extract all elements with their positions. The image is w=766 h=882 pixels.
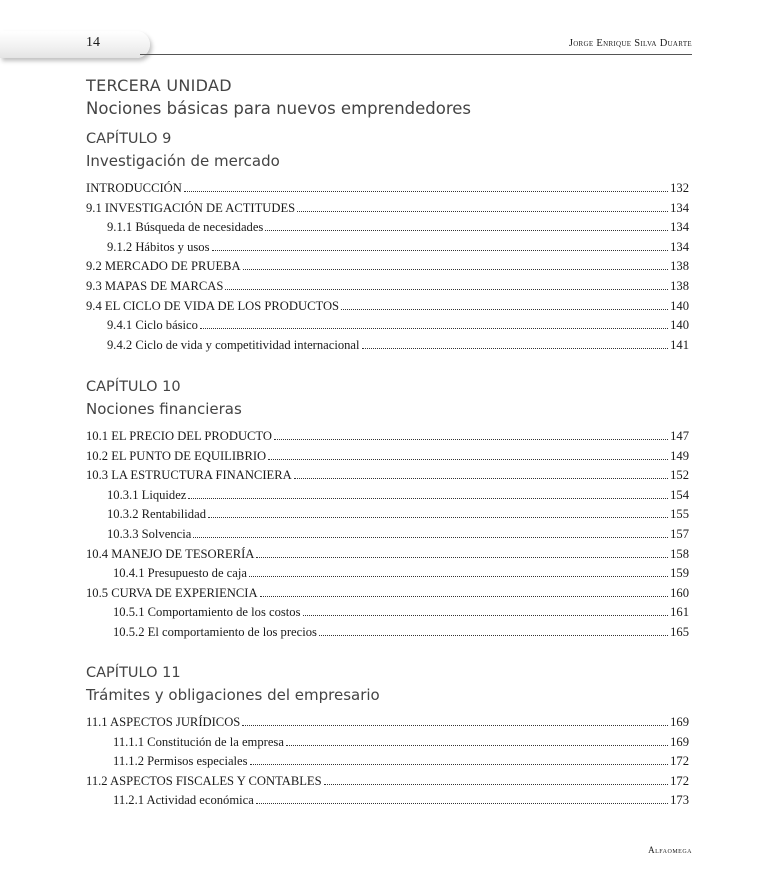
toc-entry bbox=[86, 754, 689, 774]
dot-leader bbox=[303, 615, 669, 616]
toc-entry-title: 9.4 EL CICLO DE VIDA DE LOS PRODUCTOS bbox=[86, 298, 340, 313]
header-rule bbox=[140, 54, 692, 55]
toc-entry-page: 140 bbox=[670, 298, 689, 313]
toc-entry-title: 10.5.1 Comportamiento de los costos bbox=[113, 605, 301, 620]
toc-entry-title: 9.4.2 Ciclo de vida y competitividad internacional bbox=[107, 337, 360, 352]
toc-entry bbox=[86, 793, 689, 813]
dot-leader bbox=[200, 328, 668, 329]
dot-leader bbox=[294, 478, 668, 479]
toc-entry-title: 10.1 EL PRECIO DEL PRODUCTO bbox=[86, 429, 272, 443]
toc-entry-title: 11.2 ASPECTOS FISCALES Y CONTABLES bbox=[86, 773, 322, 788]
toc-entry-page: 160 bbox=[670, 585, 689, 600]
toc-entry-title: 10.4 MANEJO DE TESORERÍA bbox=[86, 546, 255, 561]
dot-leader bbox=[256, 557, 668, 558]
toc-entry bbox=[86, 715, 689, 735]
toc-entry-title: 9.1.2 Hábitos y usos bbox=[107, 239, 210, 254]
toc-entry-title: 9.3 MAPAS DE MARCAS bbox=[86, 278, 224, 293]
toc-entry-page: 152 bbox=[670, 468, 689, 483]
toc-entry-page: 169 bbox=[670, 715, 689, 729]
dot-leader bbox=[319, 635, 668, 636]
dot-leader bbox=[256, 803, 668, 804]
dot-leader bbox=[188, 498, 668, 499]
chapter-heading-10 bbox=[86, 376, 242, 420]
unit-title: TERCERA UNIDAD bbox=[86, 76, 232, 95]
toc-list-chapter-11 bbox=[86, 715, 689, 813]
toc-entry-page: 138 bbox=[670, 278, 689, 293]
toc-entry-page: 169 bbox=[670, 734, 689, 749]
dot-leader bbox=[193, 537, 668, 538]
dot-leader bbox=[324, 784, 668, 785]
dot-leader bbox=[362, 348, 669, 349]
toc-entry bbox=[86, 586, 689, 606]
toc-entry bbox=[86, 547, 689, 567]
chapter-heading-11 bbox=[86, 662, 380, 706]
toc-entry-page: 138 bbox=[670, 259, 689, 274]
toc-entry-title: 10.2 EL PUNTO DE EQUILIBRIO bbox=[86, 448, 267, 463]
toc-entry-page: 147 bbox=[670, 429, 689, 443]
toc-entry-title: 11.1.2 Permisos especiales bbox=[113, 754, 248, 769]
toc-entry-page: 154 bbox=[670, 487, 689, 502]
running-header-author: Jorge Enrique Silva Duarte bbox=[568, 38, 692, 49]
toc-entry-page: 172 bbox=[670, 754, 689, 769]
dot-leader bbox=[250, 764, 669, 765]
toc-entry-title: 9.2 MERCADO DE PRUEBA bbox=[86, 259, 241, 274]
toc-entry bbox=[86, 259, 689, 279]
chapter-name: Investigación de mercado bbox=[86, 152, 280, 170]
page-number: 14 bbox=[86, 35, 100, 50]
toc-entry bbox=[86, 488, 689, 508]
toc-entry-page: 149 bbox=[670, 448, 689, 463]
dot-leader bbox=[265, 230, 668, 231]
chapter-name: Trámites y obligaciones del empresario bbox=[86, 686, 380, 704]
toc-entry bbox=[86, 774, 689, 794]
toc-entry bbox=[86, 507, 689, 527]
toc-entry bbox=[86, 318, 689, 338]
toc-entry-page: 141 bbox=[670, 337, 689, 352]
toc-entry bbox=[86, 279, 689, 299]
toc-entry-page: 134 bbox=[670, 220, 689, 235]
toc-entry bbox=[86, 527, 689, 547]
toc-entry-page: 134 bbox=[670, 239, 689, 254]
toc-entry-title: 11.1.1 Constitución de la empresa bbox=[113, 734, 284, 749]
dot-leader bbox=[184, 191, 668, 192]
dot-leader bbox=[208, 517, 668, 518]
toc-entry bbox=[86, 338, 689, 358]
page-tab-decoration bbox=[0, 31, 150, 58]
toc-entry-page: 132 bbox=[670, 181, 689, 195]
chapter-label: CAPÍTULO 9 bbox=[86, 131, 172, 147]
toc-entry-title: 9.1 INVESTIGACIÓN DE ACTITUDES bbox=[86, 200, 296, 215]
toc-entry bbox=[86, 299, 689, 319]
toc-entry bbox=[86, 735, 689, 755]
toc-entry bbox=[86, 181, 689, 201]
dot-leader bbox=[249, 576, 668, 577]
toc-entry-page: 165 bbox=[670, 624, 689, 639]
toc-entry-title: 10.5 CURVA DE EXPERIENCIA bbox=[86, 585, 258, 600]
toc-entry-page: 161 bbox=[670, 605, 689, 620]
toc-entry-page: 159 bbox=[670, 566, 689, 581]
toc-entry-title: 10.3.1 Liquidez bbox=[107, 487, 187, 502]
chapter-name: Nociones financieras bbox=[86, 400, 242, 418]
toc-entry bbox=[86, 449, 689, 469]
dot-leader bbox=[274, 439, 668, 440]
toc-entry-title: 9.1.1 Búsqueda de necesidades bbox=[107, 220, 264, 235]
toc-entry-page: 173 bbox=[670, 793, 689, 808]
toc-entry-page: 172 bbox=[670, 773, 689, 788]
toc-entry-page: 140 bbox=[670, 318, 689, 333]
toc-entry-title: 10.4.1 Presupuesto de caja bbox=[113, 566, 247, 581]
chapter-label: CAPÍTULO 10 bbox=[86, 379, 181, 395]
dot-leader bbox=[242, 725, 668, 726]
toc-entry-title: 10.3 LA ESTRUCTURA FINANCIERA bbox=[86, 468, 292, 483]
toc-entry-title: 10.5.2 El comportamiento de los precios bbox=[113, 624, 317, 639]
toc-entry bbox=[86, 625, 689, 645]
dot-leader bbox=[268, 459, 668, 460]
dot-leader bbox=[260, 596, 669, 597]
toc-entry bbox=[86, 201, 689, 221]
chapter-heading-9 bbox=[86, 128, 280, 172]
publisher-footer: Alfaomega bbox=[648, 845, 692, 855]
toc-entry bbox=[86, 566, 689, 586]
dot-leader bbox=[243, 269, 668, 270]
dot-leader bbox=[297, 211, 668, 212]
unit-subtitle: Nociones básicas para nuevos emprendedores bbox=[86, 99, 472, 118]
toc-entry bbox=[86, 605, 689, 625]
dot-leader bbox=[341, 309, 668, 310]
toc-entry-page: 134 bbox=[670, 200, 689, 215]
dot-leader bbox=[212, 250, 669, 251]
toc-entry bbox=[86, 240, 689, 260]
dot-leader bbox=[286, 745, 668, 746]
toc-entry bbox=[86, 220, 689, 240]
toc-entry-page: 158 bbox=[670, 546, 689, 561]
toc-list-chapter-9 bbox=[86, 181, 689, 357]
toc-entry-title: 11.1 ASPECTOS JURÍDICOS bbox=[86, 715, 241, 729]
toc-entry-title: INTRODUCCIÓN bbox=[86, 181, 182, 195]
toc-entry-page: 155 bbox=[670, 507, 689, 522]
toc-entry bbox=[86, 468, 689, 488]
toc-entry-page: 157 bbox=[670, 526, 689, 541]
dot-leader bbox=[225, 289, 668, 290]
toc-entry-title: 10.3.3 Solvencia bbox=[107, 526, 192, 541]
toc-list-chapter-10 bbox=[86, 429, 689, 645]
chapter-label: CAPÍTULO 11 bbox=[86, 665, 181, 681]
toc-entry-title: 11.2.1 Actividad económica bbox=[113, 793, 254, 808]
toc-entry-title: 10.3.2 Rentabilidad bbox=[107, 507, 206, 522]
toc-entry bbox=[86, 429, 689, 449]
toc-entry-title: 9.4.1 Ciclo básico bbox=[107, 318, 198, 333]
